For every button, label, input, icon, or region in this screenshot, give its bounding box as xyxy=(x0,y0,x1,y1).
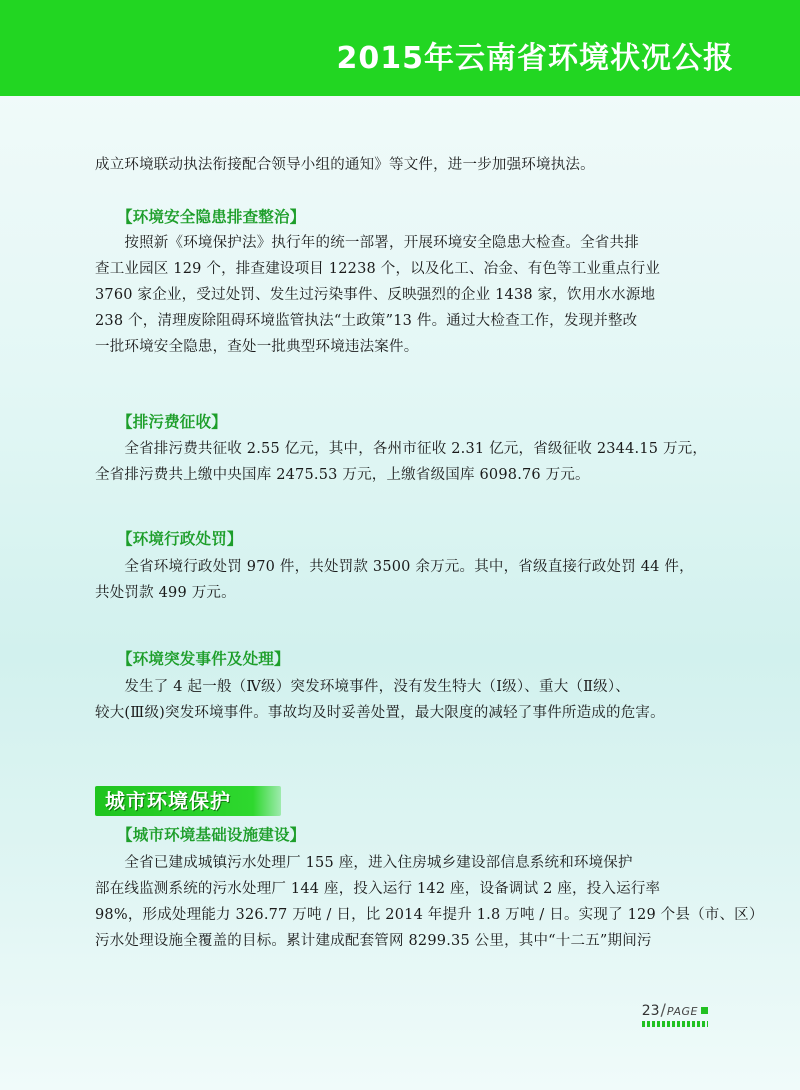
paragraph-line: 查工业园区 129 个，排查建设项目 12238 个，以及化工、冶金、有色等工业重点行业 xyxy=(95,261,661,277)
paragraph-line: 全省排污费共征收 2.55 亿元，其中，各州市征收 2.31 亿元，省级征收 2344.15 万元， xyxy=(95,441,708,457)
intro-paragraph xyxy=(95,152,595,178)
page-slash: / xyxy=(660,1000,666,1019)
incidents-paragraph xyxy=(95,674,665,726)
paragraph-line: 共处罚款 499 万元。 xyxy=(95,585,236,601)
page-header xyxy=(0,0,800,96)
footer-dotted-rule xyxy=(642,1021,708,1027)
paragraph-line: 全省已建成城镇污水处理厂 155 座，进入住房城乡建设部信息系统和环境保护 xyxy=(95,855,633,871)
paragraph-line: 98%，形成处理能力 326.77 万吨 / 日，比 2014 年提升 1.8 万吨 / 日。实现了 129 个县（市、区） xyxy=(95,907,764,923)
paragraph-line: 成立环境联动执法衔接配合领导小组的通知》等文件，进一步加强环境执法。 xyxy=(95,157,595,173)
page-number: 23 xyxy=(641,1003,660,1019)
page-label: PAGE xyxy=(666,1005,698,1018)
paragraph-line: 一批环境安全隐患，查处一批典型环境违法案件。 xyxy=(95,339,419,355)
paragraph-line: 3760 家企业，受过处罚、发生过污染事件、反映强烈的企业 1438 家，饮用水水源地 xyxy=(95,287,656,303)
section-heading-infrastructure: 【城市环境基础设施建设】 xyxy=(117,826,306,844)
paragraph-line: 部在线监测系统的污水处理厂 144 座，投入运行 142 座，设备调试 2 座，投入运行率 xyxy=(95,881,661,897)
page-footer xyxy=(642,1000,708,1022)
paragraph-line: 污水处理设施全覆盖的目标。累计建成配套管网 8299.35 公里，其中“十二五”期间污 xyxy=(95,933,652,949)
paragraph-line: 全省环境行政处罚 970 件，共处罚款 3500 余万元。其中，省级直接行政处罚 44 件， xyxy=(95,559,694,575)
section-heading-safety: 【环境安全隐患排查整治】 xyxy=(117,208,306,226)
section-heading-fees: 【排污费征收】 xyxy=(117,413,227,431)
fees-paragraph xyxy=(95,436,707,488)
report-title: 2015年云南省环境状况公报 xyxy=(336,41,734,76)
paragraph-line: 238 个，清理废除阻碍环境监管执法“土政策”13 件。通过大检查工作，发现并整改 xyxy=(95,313,638,329)
penalty-paragraph xyxy=(95,554,694,606)
infrastructure-paragraph xyxy=(95,850,764,954)
section-heading-penalty: 【环境行政处罚】 xyxy=(117,530,243,548)
paragraph-line: 全省排污费共上缴中央国库 2475.53 万元，上缴省级国库 6098.76 万元。 xyxy=(95,467,590,483)
section-banner-title: 城市环境保护 xyxy=(105,789,231,813)
paragraph-line: 较大(Ⅲ级)突发环境事件。事故均及时妥善处置，最大限度的减轻了事件所造成的危害。 xyxy=(95,705,665,721)
paragraph-line: 发生了 4 起一般（Ⅳ级）突发环境事件，没有发生特大（Ⅰ级）、重大（Ⅱ级）、 xyxy=(95,679,631,695)
section-heading-incidents: 【环境突发事件及处理】 xyxy=(117,650,290,668)
green-square-icon xyxy=(701,1007,708,1014)
section-banner xyxy=(95,786,281,816)
paragraph-line: 按照新《环境保护法》执行年的统一部署，开展环境安全隐患大检查。全省共排 xyxy=(95,235,639,251)
safety-paragraph xyxy=(95,230,660,360)
